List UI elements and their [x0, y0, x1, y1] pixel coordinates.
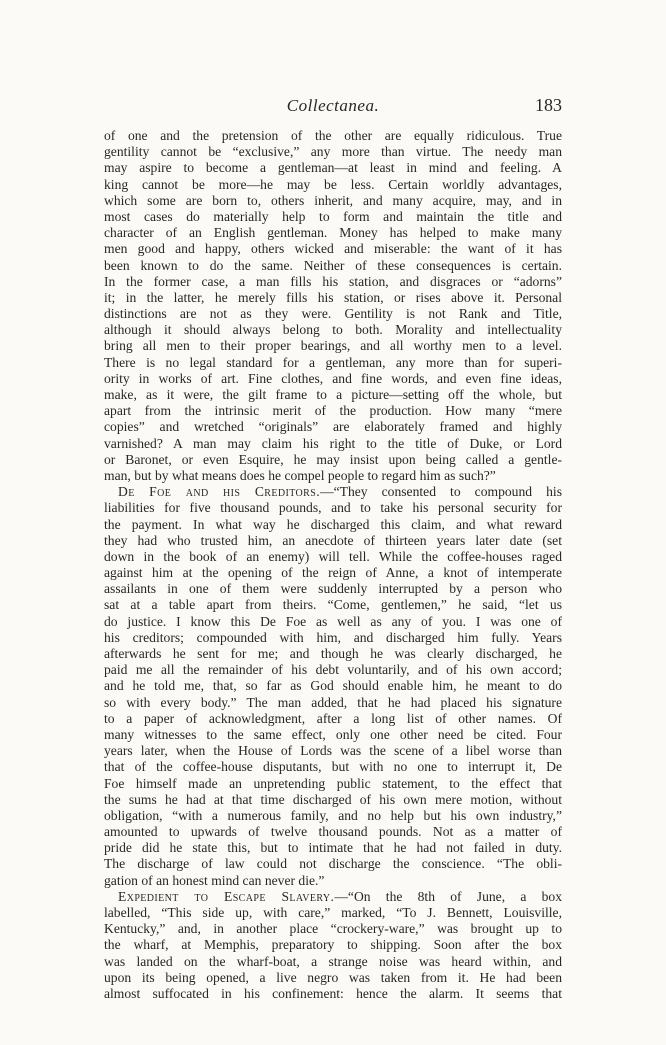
line-text: and he told me, that, so far as God should enable him, he meant to do: [104, 678, 562, 694]
text-line: [104, 921, 562, 937]
text-line: [104, 306, 562, 322]
text-line: [104, 274, 562, 290]
line-text: king cannot be more—he may be less. Certain worldly advantages,: [104, 176, 562, 192]
line-text: many witnesses to the same effect, only one other need be cited. Four: [104, 726, 562, 742]
text-line: [104, 338, 562, 354]
line-text: —“On the 8th of June, a box: [334, 888, 562, 904]
line-text: almost suffocated in his confinement: hence the alarm. It seems that: [104, 985, 562, 1001]
line-text: make, as it were, the gilt frame to a picture—setting off the whole, but: [104, 387, 562, 402]
text-line: [104, 355, 562, 371]
text-line: [104, 209, 562, 225]
text-line: [104, 743, 562, 759]
text-line: [104, 759, 562, 775]
text-line: [104, 727, 562, 743]
line-text: his creditors; compounded with him, and discharged him fully. Years: [104, 629, 562, 645]
page-number: 183: [535, 95, 562, 115]
line-text: may aspire to become a gentleman—at least in mind and feeling. A: [104, 160, 562, 176]
body-text: [104, 128, 562, 1002]
text-line: [104, 954, 562, 970]
text-line: [104, 614, 562, 630]
line-text: although it should always belong to both. Morality and intellectuality: [104, 322, 562, 338]
line-text: so with every body.” The man added, that he had placed his signature: [104, 694, 562, 710]
text-line: [104, 937, 562, 953]
line-text: sat at a table apart from theirs. “Come, gentlemen,” he said, “let us: [104, 597, 562, 613]
text-line: [104, 160, 562, 176]
text-line: [104, 840, 562, 856]
line-text: apart from the intrinsic merit of the production. How many “mere: [104, 403, 562, 419]
text-line: [104, 517, 562, 533]
text-line: [104, 565, 562, 581]
text-line: [104, 776, 562, 792]
line-text: gentility cannot be “exclusive,” any more than virtue. The needy man: [104, 144, 562, 160]
text-line: [104, 144, 562, 160]
line-text: upon its being opened, a live negro was taken from it. He had been: [104, 969, 562, 985]
text-line: [104, 581, 562, 597]
text-line: [104, 856, 562, 872]
text-line: [104, 792, 562, 808]
text-line: [104, 824, 562, 840]
text-line: [104, 128, 562, 144]
text-line: [104, 387, 562, 403]
line-text: liabilities for five thousand pounds, and to take his personal security for: [104, 500, 562, 516]
line-text: most cases do materially help to form and maintain the title and: [104, 208, 562, 224]
line-text: Kentucky,” and, in another place “crockery-ware,” was brought up to: [104, 921, 562, 937]
text-line: [104, 290, 562, 306]
text-line: [104, 419, 562, 435]
text-line: [104, 241, 562, 257]
text-line: [104, 225, 562, 241]
line-text: against him at the opening of the reign of Anne, a knot of intemperate: [104, 565, 562, 581]
line-text: do justice. I know this De Foe as well as any of you. I was one of: [104, 613, 562, 629]
section-first-line: [104, 484, 562, 500]
text-line: [104, 695, 562, 711]
line-text: character of an English gentleman. Money has helped to make many: [104, 225, 562, 241]
text-line: [104, 177, 562, 193]
text-line: [104, 258, 562, 274]
text-line: [104, 808, 562, 824]
line-text: man, but by what means does he compel people to regard him as such?”: [104, 467, 496, 483]
line-text: varnished? A man may claim his right to the title of Duke, or Lord: [104, 435, 562, 451]
line-text: that of the coffee-house disputants, but with no one to interrupt it, De: [104, 759, 562, 775]
line-text: the payment. In what way he discharged this claim, and what reward: [104, 516, 562, 532]
text-line: [104, 986, 562, 1002]
text-line: [104, 873, 562, 889]
text-line: [104, 403, 562, 419]
text-line: [104, 646, 562, 662]
line-text: There is no legal standard for a gentleman, any more than for superi-: [104, 354, 562, 370]
line-text: The discharge of law could not discharge the conscience. “The obli-: [104, 856, 562, 872]
text-line: [104, 468, 562, 484]
section-heading: De Foe and his Creditors.: [118, 484, 321, 500]
section-first-line: [104, 889, 562, 905]
line-text: ority in works of art. Fine clothes, and fine words, and even fine ideas,: [104, 370, 562, 386]
text-line: [104, 549, 562, 565]
line-text: years later, when the House of Lords was the scene of a libel worse than: [104, 743, 562, 759]
text-line: [104, 193, 562, 209]
line-text: obligation, “with a numerous family, and no help but his own industry,”: [104, 807, 562, 823]
text-line: [104, 533, 562, 549]
line-text: the wharf, at Memphis, preparatory to shipping. Soon after the box: [104, 937, 562, 953]
line-text: down in the book of an enemy) will tell. While the coffee-houses raged: [104, 548, 562, 564]
line-text: copies” and wretched “originals” are elaborately framed and highly: [104, 419, 562, 435]
line-text: Foe himself made an unpretending public statement, to the effect that: [104, 775, 562, 791]
line-text: paid me all the remainder of his debt voluntarily, and of his own accord;: [104, 662, 562, 678]
line-text: or Baronet, or even Esquire, he may insist upon being called a gentle-: [104, 451, 562, 467]
line-text: afterwards he sent for me; and though he was clearly discharged, he: [104, 646, 562, 661]
running-title: Collectanea.: [286, 96, 380, 115]
text-line: [104, 371, 562, 387]
line-text: to a paper of acknowledgment, after a long list of other names. Of: [104, 710, 562, 726]
line-text: distinctions are not as they were. Gentility is not Rank and Title,: [104, 306, 562, 322]
line-text: men good and happy, others wicked and miserable: the want of it has: [104, 241, 562, 257]
text-line: [104, 711, 562, 727]
section-heading: Expedient to Escape Slavery.: [118, 888, 335, 904]
text-line: [104, 597, 562, 613]
line-text: the sums he had at that time discharged of his own mere motion, without: [104, 791, 562, 807]
line-text: of one and the pretension of the other are equally ridiculous. True: [104, 128, 562, 143]
line-text: bring all men to their proper bearings, and all worthy men to a level.: [104, 338, 562, 354]
text-line: [104, 678, 562, 694]
line-text: gation of an honest mind can never die.”: [104, 872, 325, 888]
text-line: [104, 436, 562, 452]
line-text: labelled, “This side up, with care,” marked, “To J. Bennett, Louisville,: [104, 905, 562, 920]
line-text: In the former case, a man fills his station, and disgraces or “adorns”: [104, 273, 562, 289]
line-text: been known to do the same. Neither of these consequences is certain.: [104, 257, 562, 273]
text-line: [104, 662, 562, 678]
text-line: [104, 905, 562, 921]
text-line: [104, 500, 562, 516]
line-text: it; in the latter, he merely fills his station, or rises above it. Personal: [104, 289, 562, 305]
line-text: was landed on the wharf-boat, a strange noise was heard within, and: [104, 953, 562, 969]
text-line: [104, 970, 562, 986]
text-line: [104, 452, 562, 468]
line-text: —“They consented to compound his: [320, 484, 562, 500]
line-text: which some are born to, others inherit, and many acquire, may, and in: [104, 192, 562, 208]
text-line: [104, 322, 562, 338]
text-line: [104, 630, 562, 646]
page-header: [104, 96, 562, 122]
line-text: assailants in one of them were suddenly interrupted by a person who: [104, 581, 562, 597]
line-text: they had who trusted him, an anecdote of thirteen years later date (set: [104, 532, 562, 548]
line-text: pride did he state this, but to intimate that he had not failed in duty.: [104, 840, 562, 856]
line-text: amounted to upwards of twelve thousand pounds. Not as a matter of: [104, 824, 562, 840]
